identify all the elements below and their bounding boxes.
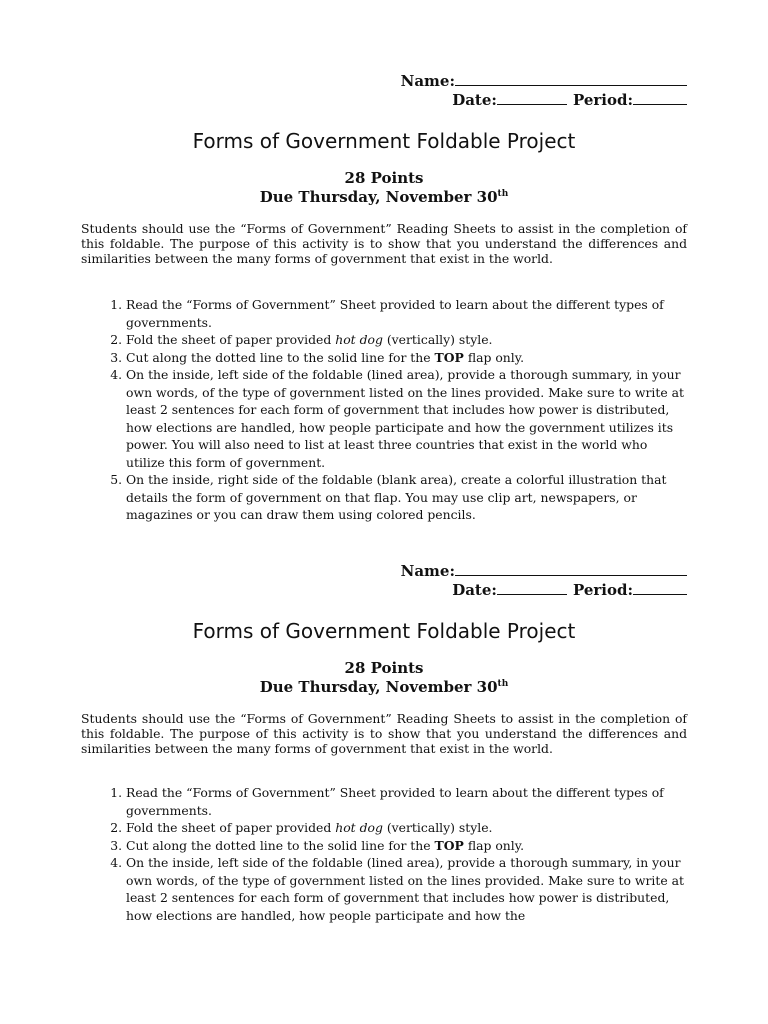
- name-label: Name:: [400, 72, 455, 90]
- due-date-line: [0, 188, 768, 207]
- list-item: 2. Fold the sheet of paper provided hot dog (vertically) style.: [126, 331, 687, 349]
- list-item: 5. On the inside, right side of the foldable (blank area), create a colorful illustration that details the form of government on that flap. You may use clip art, newspapers, or magazines or you can draw them using colored pencils.: [126, 471, 687, 524]
- period-blank: [633, 92, 687, 105]
- list-item: 1. Read the “Forms of Government” Sheet provided to learn about the different types of governments.: [126, 784, 687, 819]
- due-suffix: th: [497, 189, 509, 199]
- student-info-block: [401, 72, 687, 110]
- due-text: Due Thursday, November 30: [259, 678, 498, 696]
- list-item: 3. Cut along the dotted line to the solid line for the TOP flap only.: [126, 349, 687, 367]
- list-item: 3. Cut along the dotted line to the solid line for the TOP flap only.: [126, 837, 687, 855]
- name-blank: [455, 73, 687, 86]
- intro-paragraph: Students should use the “Forms of Government” Reading Sheets to assist in the completion of this foldable. The purpose of this activity is to show that you understand the differences and similarities between the many forms of government that exist in the world.: [81, 711, 687, 756]
- list-item: 1. Read the “Forms of Government” Sheet provided to learn about the different types of governments.: [126, 296, 687, 331]
- date-blank: [497, 92, 567, 105]
- date-blank: [497, 582, 567, 595]
- period-label: Period:: [572, 581, 633, 599]
- page-title: Forms of Government Foldable Project: [192, 129, 576, 153]
- period-blank: [633, 582, 687, 595]
- due-text: Due Thursday, November 30: [259, 188, 498, 206]
- list-item: 2. Fold the sheet of paper provided hot dog (vertically) style.: [126, 819, 687, 837]
- points-line: 28 Points: [344, 659, 424, 677]
- intro-paragraph: Students should use the “Forms of Government” Reading Sheets to assist in the completion of this foldable. The purpose of this activity is to show that you understand the differences and similarities between the many forms of government that exist in the world.: [81, 221, 687, 266]
- period-label: Period:: [572, 91, 633, 109]
- points-line: 28 Points: [344, 169, 424, 187]
- due-suffix: th: [497, 679, 509, 689]
- list-item: 4. On the inside, left side of the foldable (lined area), provide a thorough summary, in your own words, of the type of government listed on the lines provided. Make sure to write at least 2 sentences for each form of government that includes how power is distributed, how elections are handled, how people participate and how the government utilizes its power. You will also need to list at least three countries that exist in the world who utilize this form of government.: [126, 366, 687, 471]
- date-label: Date:: [452, 581, 497, 599]
- student-info-block: [401, 562, 687, 600]
- due-date-line: [0, 678, 768, 697]
- name-label: Name:: [400, 562, 455, 580]
- list-item: 4. On the inside, left side of the foldable (lined area), provide a thorough summary, in your own words, of the type of government listed on the lines provided. Make sure to write at least 2 sentences for each form of government that includes how power is distributed, how elections are handled, how people participate and how the: [126, 854, 687, 924]
- page-title: Forms of Government Foldable Project: [192, 619, 576, 643]
- name-blank: [455, 563, 687, 576]
- instruction-list: [81, 784, 687, 924]
- instruction-list: [81, 296, 687, 524]
- date-label: Date:: [452, 91, 497, 109]
